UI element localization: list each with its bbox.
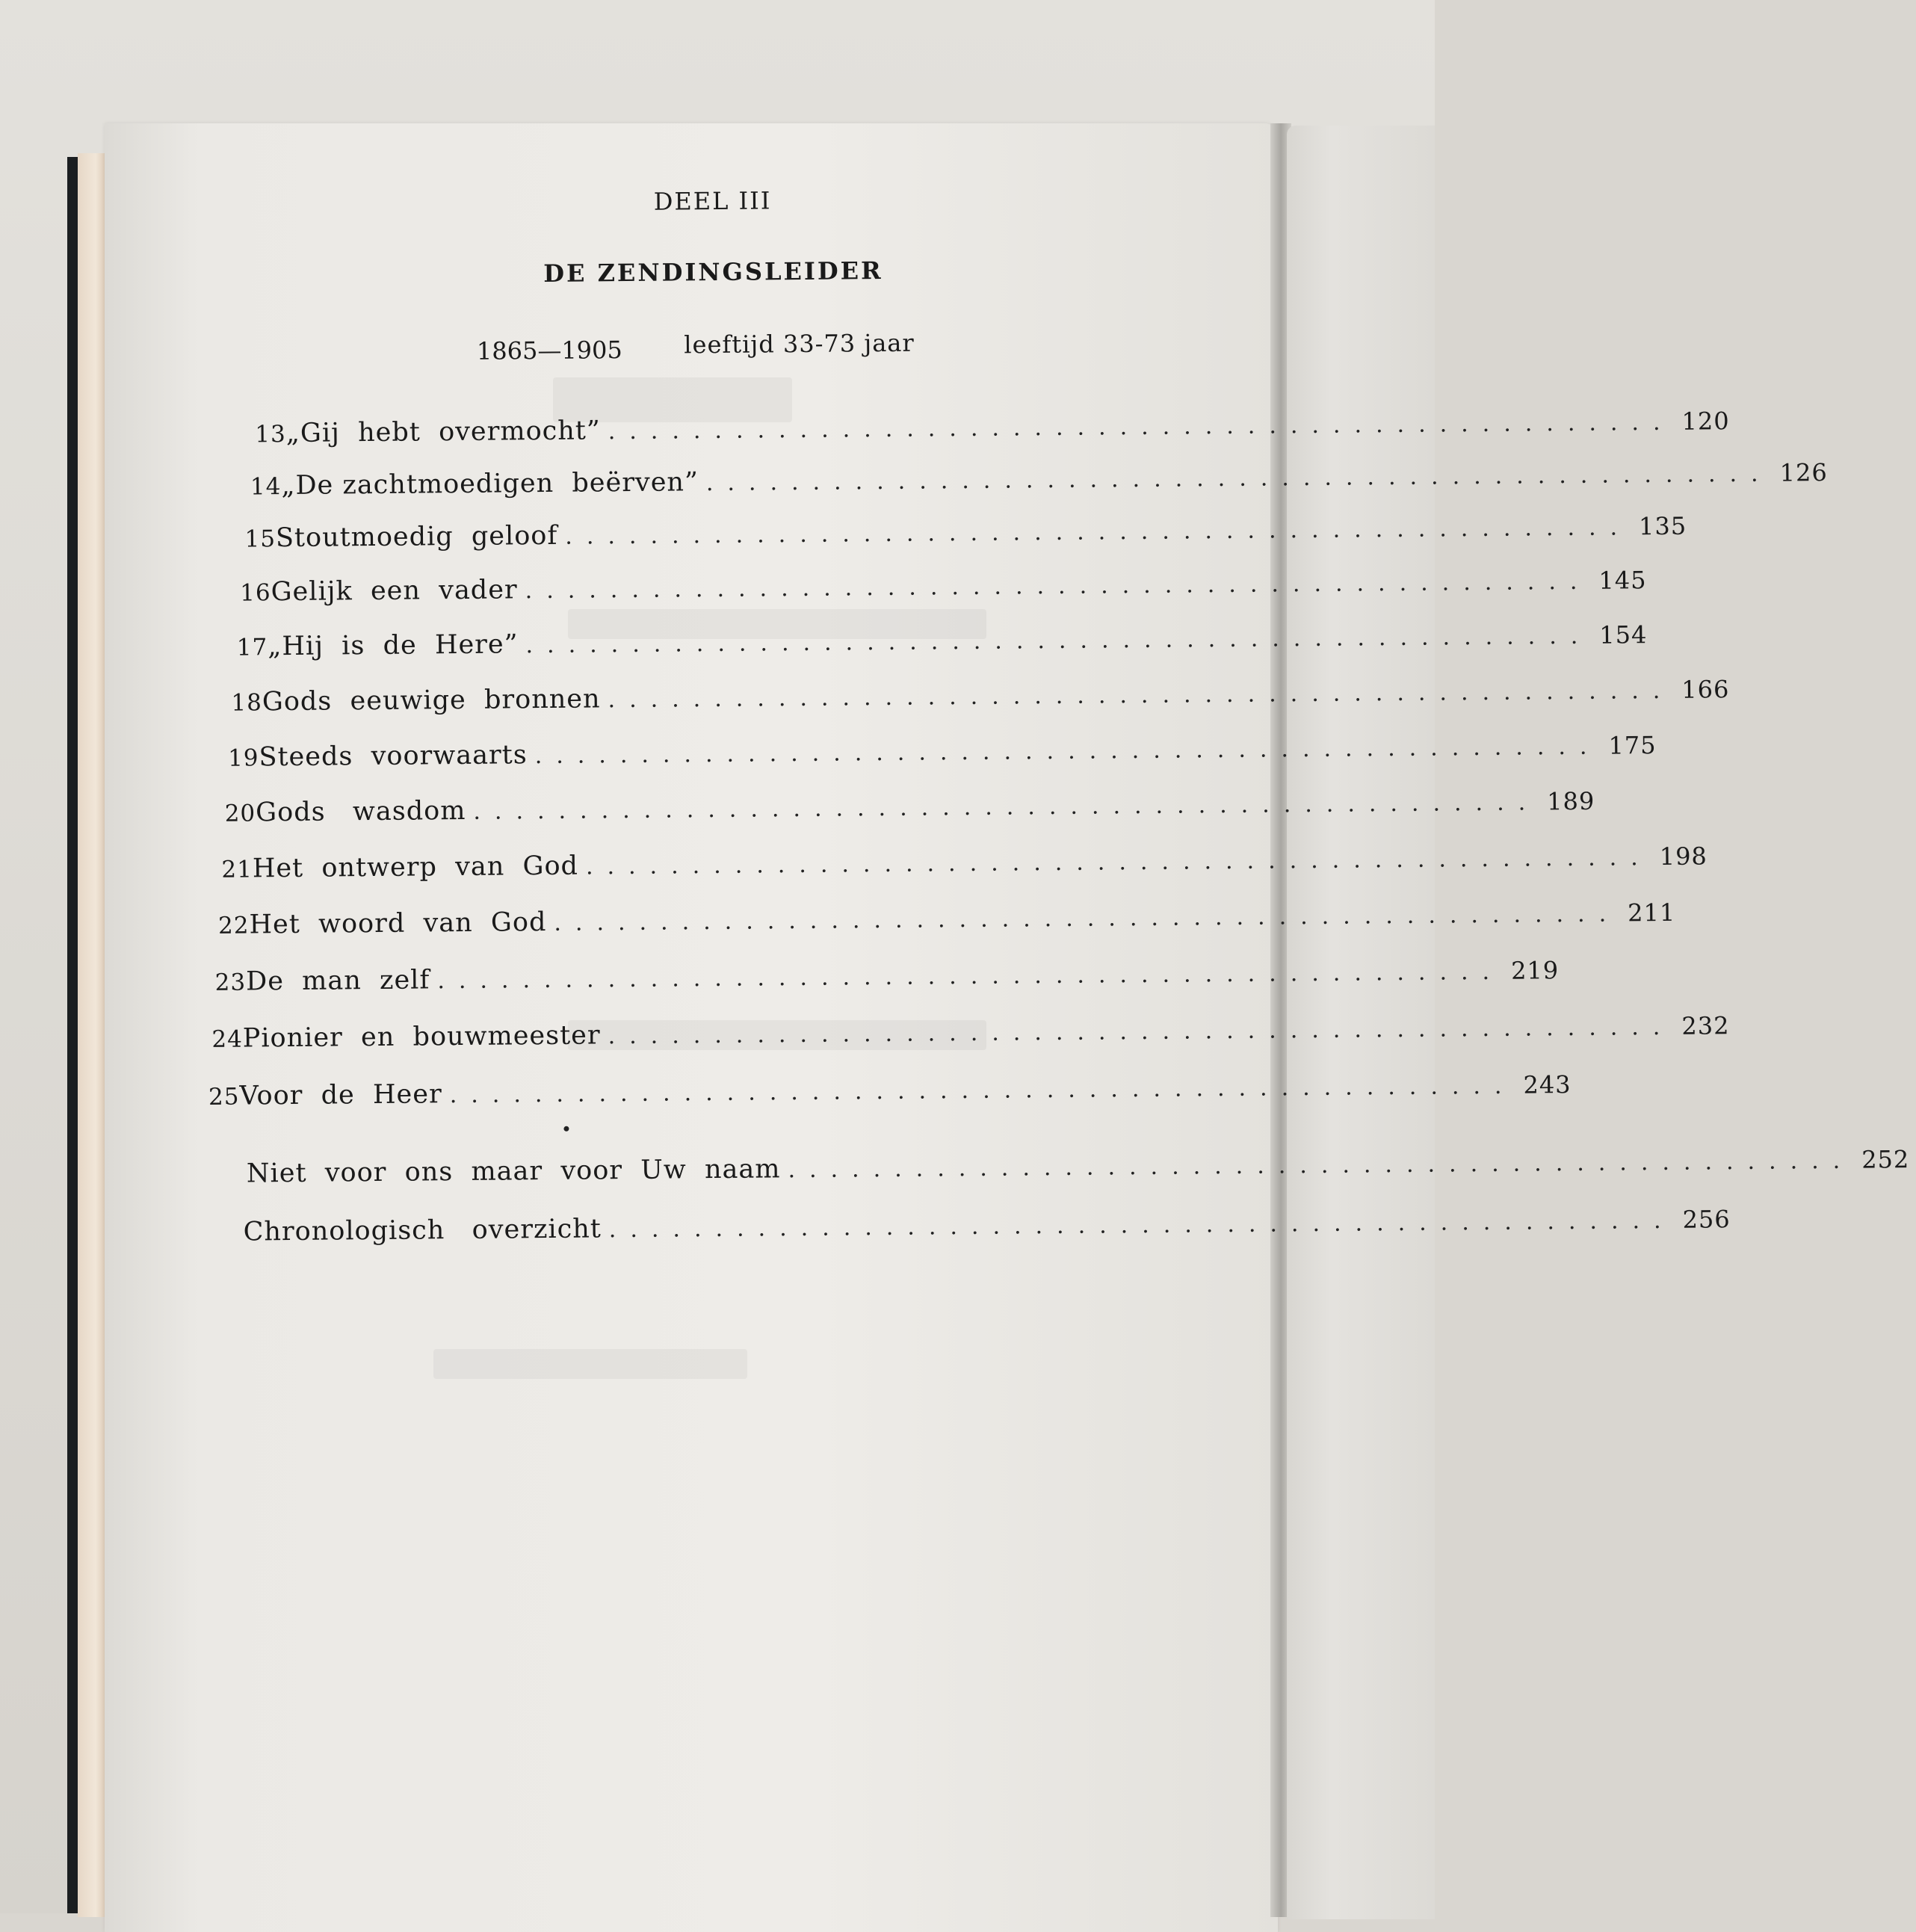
dot-leader: .................................................. [585, 845, 1652, 880]
year-range: 1865—1905 [476, 336, 622, 365]
chapter-number: 22 [217, 912, 250, 939]
dot-leader: .................................................. [525, 623, 1592, 659]
page-number: 243 [1523, 1070, 1572, 1099]
chapter-number: 25 [208, 1083, 240, 1111]
chapter-number: 19 [227, 744, 259, 772]
toc-appendix-entry [246, 1145, 1910, 1191]
dot-leader: .................................................. [449, 1073, 1516, 1109]
page-number: 145 [1598, 566, 1647, 595]
toc-entry [227, 731, 1657, 775]
chapter-number: 14 [250, 473, 282, 501]
toc-entry [221, 842, 1708, 886]
dot-leader: .................................................. [608, 409, 1675, 445]
chapter-title: Voor de Heer [239, 1079, 442, 1111]
page-number: 232 [1681, 1011, 1730, 1040]
toc-entry [208, 1070, 1572, 1114]
chapter-title: Gods wasdom [256, 795, 466, 828]
dot-leader: .................................................. [608, 1013, 1675, 1050]
chapter-number: 23 [214, 969, 247, 996]
page-number: 219 [1510, 956, 1560, 985]
part-heading: DEEL III [653, 186, 772, 216]
chapter-title: Het ontwerp van God [252, 851, 579, 884]
dot-leader: .................................................. [554, 901, 1621, 936]
dot-leader: .................................................. [788, 1147, 1855, 1184]
toc-entry [250, 458, 1828, 504]
toc-entry [224, 786, 1595, 830]
toc-entry [214, 956, 1560, 999]
dot-leader: .................................................. [525, 568, 1592, 605]
page-number: 211 [1628, 898, 1676, 928]
chapter-number: 16 [240, 579, 271, 607]
chapter-title: Pionier en bouwmeester [242, 1020, 601, 1054]
dot-leader: .................................................. [473, 789, 1540, 825]
chapter-number: 21 [221, 856, 253, 883]
appendix-title: Chronologisch overzicht [243, 1214, 602, 1247]
toc-entry [240, 566, 1647, 610]
chapter-title: Stoutmoedig geloof [275, 520, 558, 554]
chapter-number: 20 [224, 800, 256, 827]
toc-appendix-entry [243, 1205, 1731, 1250]
page-number: 256 [1682, 1205, 1731, 1234]
page-number: 126 [1779, 458, 1828, 487]
page-number: 198 [1659, 842, 1708, 871]
dot-leader: .................................................. [608, 1207, 1675, 1244]
stray-mark [563, 1126, 569, 1132]
page-number: 166 [1681, 675, 1730, 704]
chapter-title: Het woord van God [249, 907, 547, 940]
toc-entry [255, 407, 1730, 451]
page-number: 120 [1681, 407, 1730, 436]
chapter-number: 13 [255, 421, 286, 448]
appendix-title: Niet voor ons maar voor Uw naam [246, 1154, 781, 1189]
toc-entry [236, 620, 1648, 664]
chapter-title: Gelijk een vader [271, 575, 518, 608]
chapter-title: „Hij is de Here” [268, 629, 519, 662]
page-number: 175 [1608, 731, 1657, 760]
chapter-number: 18 [231, 689, 263, 717]
part-title: DE ZENDINGSLEIDER [543, 256, 883, 288]
dot-leader: .................................................. [608, 677, 1675, 714]
page-number: 189 [1547, 786, 1595, 816]
page-number: 252 [1861, 1145, 1910, 1174]
age-range: leeftijd 33-73 jaar [684, 328, 915, 359]
page-number: 135 [1638, 511, 1687, 541]
chapter-title: „De zachtmoedigen beërven” [281, 467, 699, 501]
toc-entry [231, 675, 1730, 720]
dot-leader: .................................................. [534, 733, 1601, 770]
chapter-title: De man zelf [245, 965, 430, 997]
chapter-number: 24 [211, 1025, 243, 1053]
chapter-number: 17 [236, 634, 268, 661]
dot-leader: .................................................. [705, 460, 1773, 497]
chapter-title: „Gij hebt overmocht” [285, 416, 601, 449]
toc-entry [217, 898, 1676, 942]
chapter-title: Steeds voorwaarts [259, 740, 528, 773]
page-number: 154 [1599, 620, 1648, 649]
toc-entry [244, 511, 1687, 556]
chapter-title: Gods eeuwige bronnen [262, 684, 601, 717]
dot-leader: .................................................. [437, 958, 1504, 995]
chapter-number: 15 [244, 525, 276, 553]
dot-leader: .................................................. [565, 514, 1632, 550]
toc-entry [211, 1011, 1730, 1056]
